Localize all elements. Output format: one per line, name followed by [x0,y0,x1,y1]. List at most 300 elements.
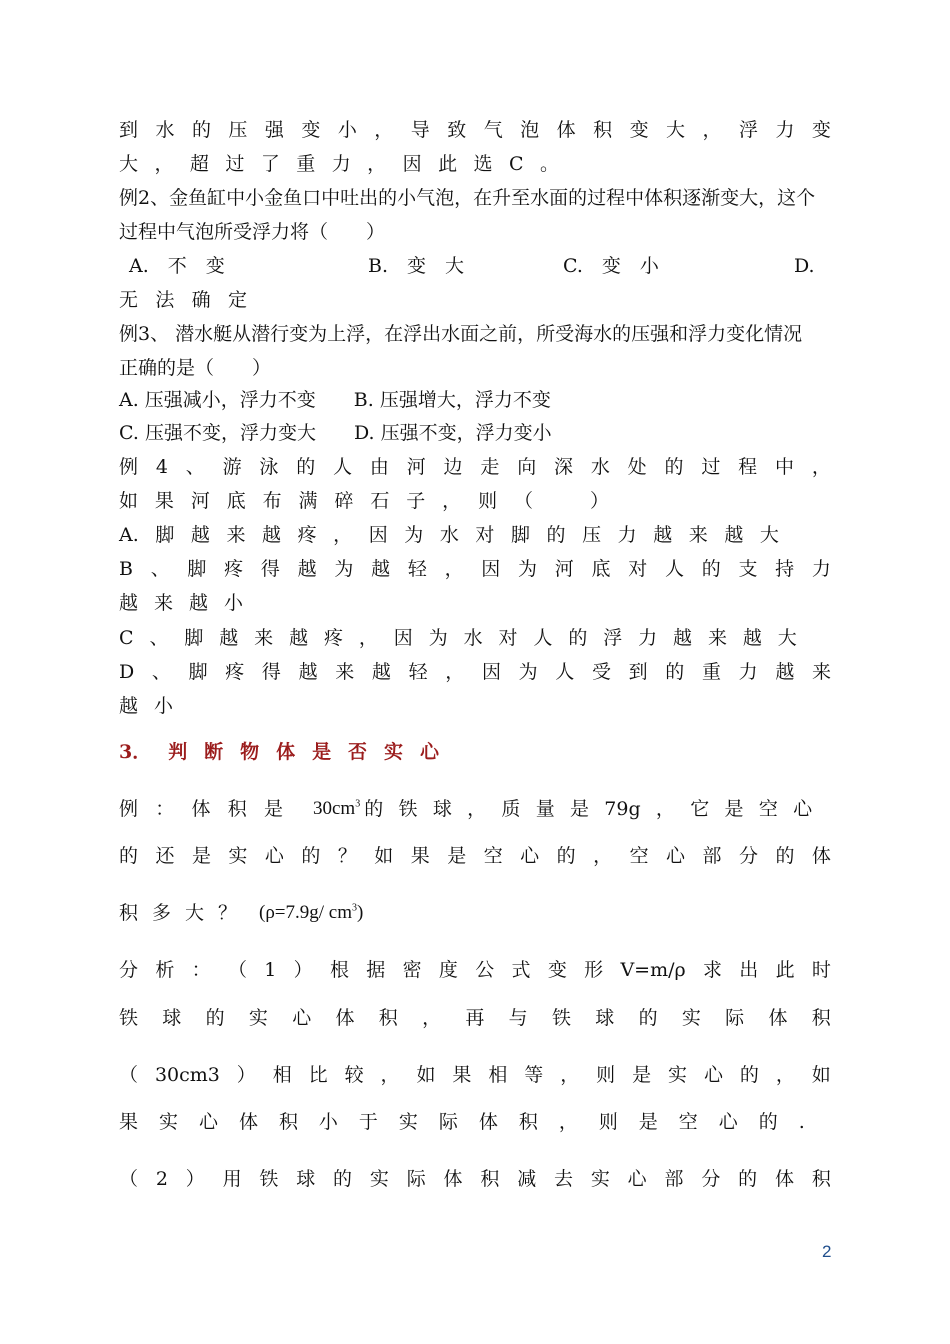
question-4-option-d-cont [119,694,173,718]
glyph: 疼 [323,627,343,649]
glyph: 越 [119,592,139,614]
glyph: 来 [254,627,274,649]
glyph: 心 [627,1168,647,1190]
glyph: 对 [498,627,518,649]
glyph: 来 [707,627,727,649]
glyph: 果 [410,845,430,867]
glyph: ） [185,1168,205,1190]
glyph: 力 [331,153,351,175]
glyph: 为 [334,558,354,580]
glyph: 疼 [225,661,245,683]
glyph: ， [442,490,462,512]
glyph: 、 [151,661,171,683]
glyph: 再 [465,1007,485,1029]
glyph: 与 [508,1007,528,1029]
glyph: 还 [155,845,175,867]
glyph: 公 [475,959,495,981]
glyph: 的 [296,456,316,478]
glyph: 力 [617,524,637,546]
glyph: 变 [547,959,567,981]
glyph: 积 [593,119,613,141]
analysis-line-2 [119,1006,831,1030]
glyph: 实 [398,1111,418,1133]
glyph: 大 [184,902,204,924]
question-3-options-ab: A. 压强减小，浮力不变 B. 压强增大，浮力不变 [119,389,551,411]
glyph: B [119,558,133,580]
glyph: 游 [222,456,242,478]
glyph: 际 [725,1007,745,1029]
glyph: 形 [584,959,604,981]
glyph: 量 [535,798,555,820]
glyph: 的 [301,845,321,867]
glyph: 分 [119,959,139,981]
glyph: 因 [368,524,388,546]
glyph: 体 [774,1168,794,1190]
glyph: 如 [374,845,394,867]
glyph: 河 [406,456,426,478]
glyph: ， [422,1007,442,1029]
glyph: 积 [278,1111,298,1133]
glyph: ， [358,627,378,649]
glyph: 边 [443,456,463,478]
glyph: 实 [384,741,404,763]
glyph: （ [119,1168,139,1190]
glyph: 越 [371,558,391,580]
glyph: 1 [264,959,277,981]
glyph: 对 [475,524,495,546]
glyph: ， [333,524,353,546]
glyph: 越 [219,627,239,649]
glyph: 2 [155,1168,168,1190]
glyph: 轻 [408,661,428,683]
glyph: ？ [337,845,357,867]
glyph: 积 [480,1168,500,1190]
glyph: 是 [191,845,211,867]
glyph: 实 [668,1064,688,1086]
glyph: 的 [664,456,684,478]
glyph: 水 [439,524,459,546]
glyph: 导 [410,119,430,141]
glyph: 是 [638,1111,658,1133]
glyph: 的 [738,1168,758,1190]
glyph: 由 [369,456,389,478]
option-c: C. 变 小 [563,255,659,277]
glyph: 越 [371,661,391,683]
glyph: 积 [811,1168,831,1190]
question-2-line-1: 例2、金鱼缸中小金鱼口中吐出的小气泡，在升至水面的过程中体积逐渐变大，这个 [119,187,816,209]
glyph: 越 [775,661,795,683]
glyph: 定 [227,289,247,311]
glyph: 小 [318,1111,338,1133]
glyph: 心 [703,1064,723,1086]
glyph: 例 [119,798,139,820]
glyph: 果 [119,1111,139,1133]
glyph: 则 [478,490,498,512]
glyph: 越 [298,661,318,683]
glyph: 空 [483,845,503,867]
option-a: A. 不 变 [129,255,225,277]
glyph: 30cm3 [154,1064,220,1086]
glyph: V=m/ρ [620,959,686,981]
glyph: 浮 [738,119,758,141]
glyph: 越 [188,592,208,614]
glyph: 心 [718,1111,738,1133]
glyph: 的 [775,845,795,867]
glyph: 判 [168,741,188,763]
glyph: 力 [775,119,795,141]
glyph: 质 [501,798,521,820]
glyph: 的 [364,798,384,820]
glyph: 气 [483,119,503,141]
glyph: 大 [777,627,797,649]
glyph: ， [367,153,387,175]
glyph: 大 [119,153,139,175]
glyph: 积 [227,798,247,820]
glyph: 铁 [259,1168,279,1190]
glyph: 泳 [259,456,279,478]
glyph: 对 [628,558,648,580]
text-line-2 [119,152,559,176]
glyph: 石 [370,490,390,512]
glyph: 心 [198,1111,218,1133]
glyph: 的 [665,661,685,683]
glyph: . [798,1111,805,1133]
glyph: 是 [312,741,332,763]
glyph: 变 [301,119,321,141]
glyph: 深 [554,456,574,478]
glyph: 3． [119,741,152,763]
glyph: 变 [629,119,649,141]
glyph: 越 [673,627,693,649]
glyph: C [119,627,134,649]
glyph: 越 [289,627,309,649]
glyph: 是 [570,798,590,820]
glyph: 的 [568,627,588,649]
glyph: D [119,661,135,683]
glyph: 度 [438,959,458,981]
glyph: 铁 [119,1007,139,1029]
question-3-options-cd: C. 压强不变，浮力变大 D. 压强不变，浮力变小 [119,422,552,444]
example-line-3 [119,901,831,925]
glyph: 因 [481,661,501,683]
glyph: 、 [185,456,205,478]
option-b: B. 变 大 [368,255,465,277]
example-line-2 [119,844,831,868]
glyph: 确 [191,289,211,311]
glyph: ： [191,959,211,981]
glyph: 如 [811,1064,831,1086]
glyph: 体 [335,1007,355,1029]
glyph: 疼 [297,524,317,546]
glyph: 心 [666,845,686,867]
glyph: 铁 [551,1007,571,1029]
glyph: 处 [627,456,647,478]
glyph: 的 [191,119,211,141]
glyph: 越 [724,524,744,546]
glyph: 水 [590,456,610,478]
glyph: 体 [768,1007,788,1029]
glyph: 支 [738,558,758,580]
glyph: 因 [402,153,422,175]
glyph: 的 [333,1168,353,1190]
glyph: 心 [292,1007,312,1029]
glyph: 的 [739,1064,759,1086]
glyph: 、 [149,627,169,649]
analysis-line-4 [119,1110,805,1134]
glyph: 小 [337,119,357,141]
glyph: 时 [811,959,831,981]
glyph: 持 [775,558,795,580]
glyph: 物 [240,741,260,763]
glyph: ， [374,119,394,141]
glyph: 到 [119,119,139,141]
glyph: 球 [296,1168,316,1190]
glyph: 子 [406,490,426,512]
glyph: ， [445,661,465,683]
glyph: 到 [628,661,648,683]
glyph: 为 [518,558,538,580]
glyph: 河 [190,490,210,512]
glyph: 致 [447,119,467,141]
glyph: 实 [369,1168,389,1190]
glyph: 空 [758,798,778,820]
glyph: 减 [517,1168,537,1190]
glyph: 力 [638,627,658,649]
glyph: 比 [308,1064,328,1086]
glyph: 轻 [407,558,427,580]
glyph: 越 [742,627,762,649]
glyph: 积 [378,1007,398,1029]
glyph: 果 [452,1064,472,1086]
glyph: 脚 [187,558,207,580]
question-3-line-2: 正确的是（ ） [119,357,272,379]
glyph: 例 [119,456,139,478]
glyph: 中 [774,456,794,478]
glyph: 较 [344,1064,364,1086]
glyph: ， [444,558,464,580]
glyph: 用 [222,1168,242,1190]
glyph: （ ） [513,490,609,512]
glyph: 泡 [520,119,540,141]
glyph: 式 [511,959,531,981]
glyph: 越 [119,695,139,717]
glyph: 过 [225,153,245,175]
glyph: ， [775,1064,795,1086]
option-d: D. [794,255,815,277]
glyph: 人 [555,661,575,683]
glyph: 脚 [184,627,204,649]
glyph: 越 [653,524,673,546]
glyph: 是 [724,798,744,820]
glyph: 的 [701,558,721,580]
glyph: 碎 [334,490,354,512]
glyph: 如 [416,1064,436,1086]
glyph: 选 [473,153,493,175]
glyph: 水 [463,627,483,649]
glyph: 积 [811,1007,831,1029]
glyph: 体 [478,1111,498,1133]
analysis-line-3 [119,1063,831,1087]
glyph: 空 [678,1111,698,1133]
glyph: ， [811,456,831,478]
glyph: 大 [759,524,779,546]
glyph: 是 [263,798,283,820]
glyph: 部 [664,1168,684,1190]
glyph: ， [467,798,487,820]
glyph: 为 [404,524,424,546]
glyph: 压 [228,119,248,141]
page-number: 2 [822,1242,832,1261]
glyph: ， [380,1064,400,1086]
glyph: 实 [158,1111,178,1133]
question-2-line-2: 过程中气泡所受浮力将（ ） [119,221,386,243]
glyph: 为 [518,661,538,683]
glyph: 实 [248,1007,268,1029]
glyph: 水 [155,119,175,141]
glyph: 4 [155,456,168,478]
glyph: 空 [629,845,649,867]
glyph: ， [154,153,174,175]
glyph: 求 [702,959,722,981]
glyph: 强 [264,119,284,141]
glyph: ， [655,798,675,820]
question-4-option-b [119,557,831,581]
glyph: 去 [554,1168,574,1190]
glyph: 的 [638,1007,658,1029]
section-heading [119,740,439,764]
glyph: （ [227,959,247,981]
glyph: 越 [297,558,317,580]
glyph: 密 [402,959,422,981]
glyph: 越 [190,524,210,546]
glyph: （ [119,1064,139,1086]
glyph: 疼 [224,558,244,580]
glyph: 心 [264,845,284,867]
glyph: 来 [153,592,173,614]
glyph: 此 [775,959,795,981]
glyph: ） [293,959,313,981]
question-4-line-1 [119,455,831,479]
glyph: 部 [702,845,722,867]
glyph: 则 [596,1064,616,1086]
glyph: 多 [151,902,171,924]
glyph: 得 [261,661,281,683]
glyph: 来 [811,661,831,683]
glyph: 实 [681,1007,701,1029]
glyph: 79g [604,798,641,820]
glyph: 压 [582,524,602,546]
glyph: 的 [556,845,576,867]
glyph: 底 [591,558,611,580]
glyph: 铁 [398,798,418,820]
glyph: 变 [811,119,831,141]
glyph: 分 [701,1168,721,1190]
glyph: 过 [701,456,721,478]
glyph: 浮 [603,627,623,649]
glyph: 脚 [510,524,530,546]
analysis-line-5 [119,1167,831,1191]
glyph: 小 [153,695,173,717]
glyph: 体 [276,741,296,763]
glyph: 法 [155,289,175,311]
glyph: A. [119,524,139,546]
glyph: 人 [333,456,353,478]
glyph: 体 [811,845,831,867]
glyph: ， [702,119,722,141]
question-4-line-2 [119,489,609,513]
glyph: 积 [518,1111,538,1133]
glyph: 人 [533,627,553,649]
glyph: 它 [690,798,710,820]
glyph: 是 [447,845,467,867]
glyph: 来 [688,524,708,546]
glyph: 河 [554,558,574,580]
glyph: 果 [154,490,174,512]
glyph: 受 [591,661,611,683]
glyph: 据 [366,959,386,981]
glyph: 相 [488,1064,508,1086]
question-3-line-1: 例3、 潜水艇从潜行变为上浮，在浮出水面之前，所受海水的压强和浮力变化情况 [119,323,803,345]
glyph: ） [236,1064,256,1086]
glyph: 心 [520,845,540,867]
example-volume: $30cm^3$ [313,798,361,819]
glyph: 得 [260,558,280,580]
glyph: 的 [758,1111,778,1133]
glyph: 大 [666,119,686,141]
glyph: ， [560,1064,580,1086]
glyph: 无 [119,289,139,311]
glyph: 因 [393,627,413,649]
glyph: 重 [296,153,316,175]
glyph: 小 [223,592,243,614]
glyph: 球 [432,798,452,820]
glyph: ， [593,845,613,867]
analysis-line-1 [119,958,831,982]
density-formula: (ρ=7.9g/ $cm^3$) [259,902,364,923]
glyph: 为 [428,627,448,649]
glyph: 。 [539,153,559,175]
glyph: 力 [738,661,758,683]
glyph: 心 [793,798,813,820]
glyph: 走 [480,456,500,478]
glyph: 于 [358,1111,378,1133]
glyph: ？ [217,902,237,924]
glyph: 的 [546,524,566,546]
glyph: 脚 [188,661,208,683]
glyph: 否 [348,741,368,763]
glyph: 球 [595,1007,615,1029]
glyph: 际 [406,1168,426,1190]
glyph: 是 [632,1064,652,1086]
glyph: ： [155,798,175,820]
glyph: 析 [155,959,175,981]
glyph: 此 [438,153,458,175]
glyph: 断 [204,741,224,763]
glyph: 来 [335,661,355,683]
glyph: 体 [556,119,576,141]
glyph: 相 [272,1064,292,1086]
glyph: 根 [329,959,349,981]
glyph: 则 [598,1111,618,1133]
glyph: 心 [419,741,439,763]
glyph: 超 [189,153,209,175]
glyph: 重 [701,661,721,683]
glyph: 因 [481,558,501,580]
glyph: 际 [438,1111,458,1133]
glyph: 分 [738,845,758,867]
glyph: 布 [262,490,282,512]
glyph: 体 [238,1111,258,1133]
